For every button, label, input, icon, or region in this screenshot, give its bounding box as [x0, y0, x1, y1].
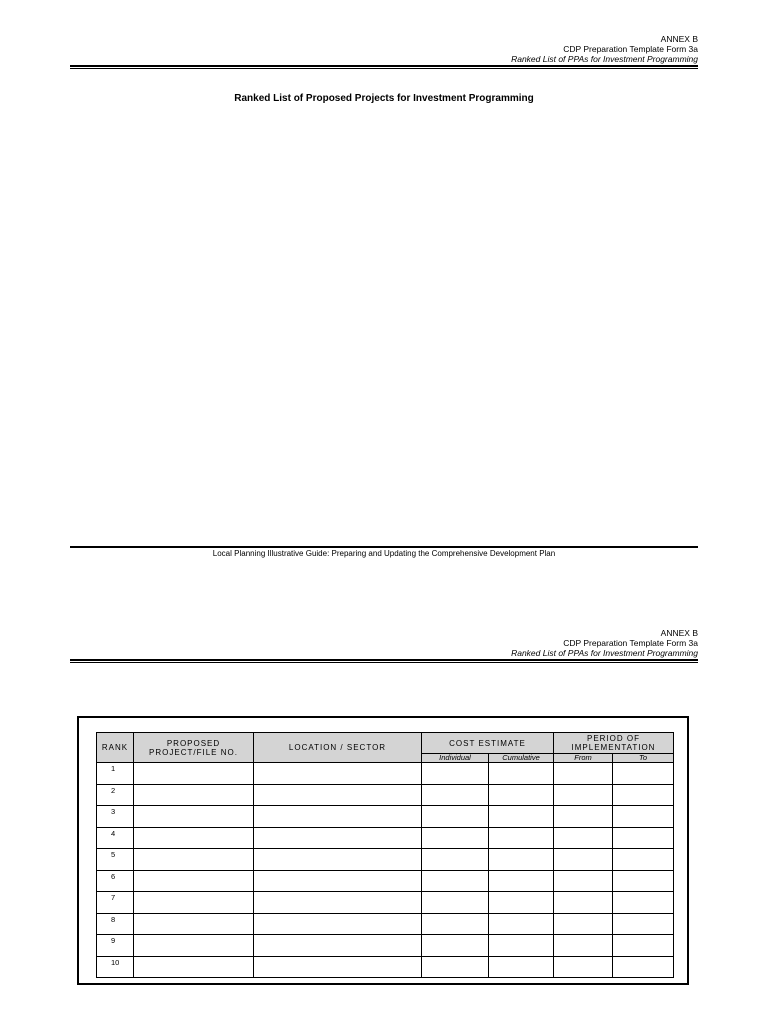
project-cell[interactable]: [134, 870, 254, 892]
period-from-cell[interactable]: [554, 763, 613, 785]
project-cell[interactable]: [134, 892, 254, 914]
col-header-cumulative: Cumulative: [489, 754, 554, 763]
col-header-location: LOCATION / SECTOR: [254, 733, 422, 763]
period-to-cell[interactable]: [613, 870, 674, 892]
rank-cell: 2: [97, 784, 134, 806]
cost-cumulative-cell[interactable]: [489, 870, 554, 892]
location-cell[interactable]: [254, 935, 422, 957]
period-to-cell[interactable]: [613, 827, 674, 849]
project-cell[interactable]: [134, 913, 254, 935]
project-cell[interactable]: [134, 849, 254, 871]
page2-header: [70, 628, 698, 658]
project-cell[interactable]: [134, 784, 254, 806]
cost-individual-cell[interactable]: [422, 892, 489, 914]
col-header-to: To: [613, 754, 674, 763]
period-to-cell[interactable]: [613, 806, 674, 828]
period-from-cell[interactable]: [554, 913, 613, 935]
rank-cell: 4: [97, 827, 134, 849]
cost-individual-cell[interactable]: [422, 827, 489, 849]
header-rule-thin: [70, 662, 698, 663]
form-label: CDP Preparation Template Form 3a: [563, 638, 698, 648]
col-header-period: PERIOD OF IMPLEMENTATION: [554, 733, 674, 754]
period-to-cell[interactable]: [613, 935, 674, 957]
cost-individual-cell[interactable]: [422, 913, 489, 935]
cost-individual-cell[interactable]: [422, 784, 489, 806]
page-footer: Local Planning Illustrative Guide: Preparing and Updating the Comprehensive Development Plan: [212, 549, 556, 558]
cost-cumulative-cell[interactable]: [489, 913, 554, 935]
project-cell[interactable]: [134, 763, 254, 785]
period-to-cell[interactable]: [613, 849, 674, 871]
project-cell[interactable]: [134, 827, 254, 849]
cost-cumulative-cell[interactable]: [489, 935, 554, 957]
period-from-cell[interactable]: [554, 806, 613, 828]
table-row: [97, 827, 674, 849]
footer-rule: [70, 546, 698, 548]
cost-individual-cell[interactable]: [422, 806, 489, 828]
cost-individual-cell[interactable]: [422, 956, 489, 978]
cost-individual-cell[interactable]: [422, 935, 489, 957]
cost-individual-cell[interactable]: [422, 763, 489, 785]
period-to-cell[interactable]: [613, 892, 674, 914]
rank-cell: 5: [97, 849, 134, 871]
rank-cell: 1: [97, 763, 134, 785]
table-row: [97, 913, 674, 935]
col-header-from: From: [554, 754, 613, 763]
period-to-cell[interactable]: [613, 956, 674, 978]
period-to-cell[interactable]: [613, 784, 674, 806]
period-from-cell[interactable]: [554, 935, 613, 957]
ranked-projects-table: [96, 732, 674, 978]
cost-cumulative-cell[interactable]: [489, 892, 554, 914]
period-from-cell[interactable]: [554, 956, 613, 978]
period-from-cell[interactable]: [554, 827, 613, 849]
table-row: [97, 849, 674, 871]
table-row: [97, 784, 674, 806]
col-header-rank: RANK: [97, 733, 134, 763]
page1-header: [70, 34, 698, 64]
table-row: [97, 956, 674, 978]
header-subtitle: Ranked List of PPAs for Investment Programming: [511, 54, 698, 64]
location-cell[interactable]: [254, 956, 422, 978]
table-row: [97, 763, 674, 785]
col-header-cost-estimate: COST ESTIMATE: [422, 733, 554, 754]
cost-cumulative-cell[interactable]: [489, 849, 554, 871]
rank-cell: 9: [97, 935, 134, 957]
cost-cumulative-cell[interactable]: [489, 806, 554, 828]
period-to-cell[interactable]: [613, 763, 674, 785]
location-cell[interactable]: [254, 913, 422, 935]
cost-cumulative-cell[interactable]: [489, 784, 554, 806]
cost-cumulative-cell[interactable]: [489, 763, 554, 785]
period-to-cell[interactable]: [613, 913, 674, 935]
location-cell[interactable]: [254, 827, 422, 849]
location-cell[interactable]: [254, 849, 422, 871]
annex-label: ANNEX B: [660, 34, 698, 44]
col-header-project: PROPOSED PROJECT/FILE NO.: [134, 733, 254, 763]
cost-individual-cell[interactable]: [422, 870, 489, 892]
project-cell[interactable]: [134, 806, 254, 828]
rank-cell: 6: [97, 870, 134, 892]
period-from-cell[interactable]: [554, 849, 613, 871]
header-subtitle: Ranked List of PPAs for Investment Programming: [511, 648, 698, 658]
location-cell[interactable]: [254, 763, 422, 785]
rank-cell: 7: [97, 892, 134, 914]
period-from-cell[interactable]: [554, 870, 613, 892]
project-cell[interactable]: [134, 956, 254, 978]
rank-cell: 3: [97, 806, 134, 828]
header-rule: [70, 65, 698, 67]
period-from-cell[interactable]: [554, 784, 613, 806]
project-cell[interactable]: [134, 935, 254, 957]
form-label: CDP Preparation Template Form 3a: [563, 44, 698, 54]
table-row: [97, 892, 674, 914]
page-title: Ranked List of Proposed Projects for Investment Programming: [234, 93, 534, 104]
location-cell[interactable]: [254, 892, 422, 914]
period-from-cell[interactable]: [554, 892, 613, 914]
table-row: [97, 806, 674, 828]
table-row: [97, 935, 674, 957]
table-row: [97, 870, 674, 892]
annex-label: ANNEX B: [660, 628, 698, 638]
location-cell[interactable]: [254, 806, 422, 828]
cost-cumulative-cell[interactable]: [489, 956, 554, 978]
header-rule: [70, 659, 698, 661]
cost-cumulative-cell[interactable]: [489, 827, 554, 849]
header-rule-thin: [70, 68, 698, 69]
table-body: [97, 763, 674, 978]
rank-cell: 10: [97, 956, 134, 978]
location-cell[interactable]: [254, 784, 422, 806]
cost-individual-cell[interactable]: [422, 849, 489, 871]
col-header-individual: Individual: [422, 754, 489, 763]
rank-cell: 8: [97, 913, 134, 935]
location-cell[interactable]: [254, 870, 422, 892]
